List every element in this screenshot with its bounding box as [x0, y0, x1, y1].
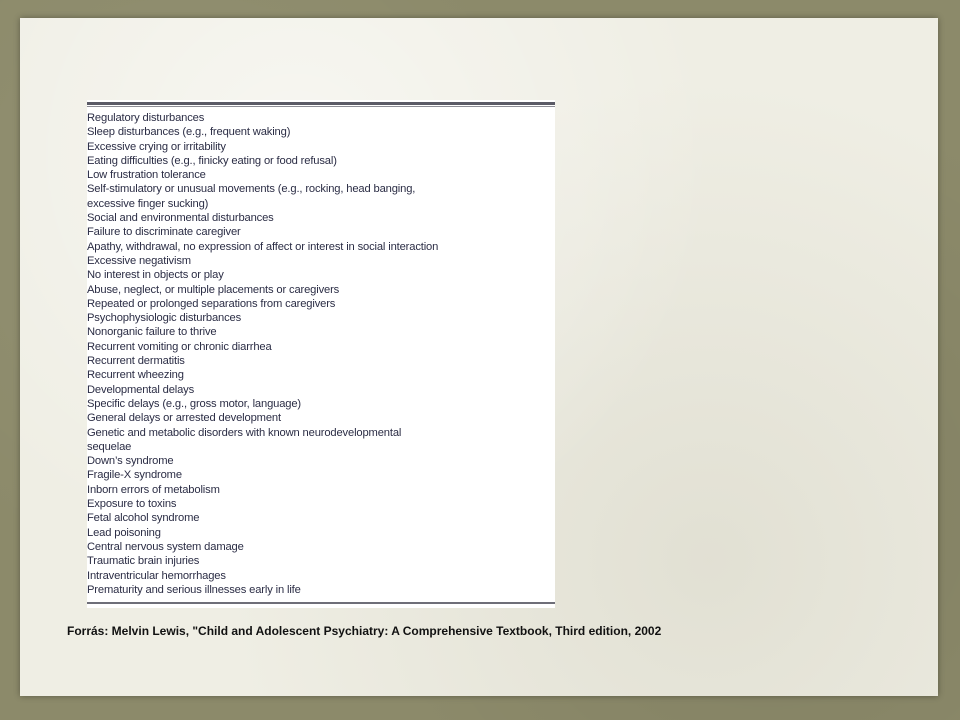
list-item: Abuse, neglect, or multiple placements or caregivers — [87, 283, 340, 296]
risk-factor-list — [87, 111, 555, 597]
list-item: Failure to discriminate caregiver — [87, 226, 241, 239]
slide-paper — [20, 18, 938, 696]
list-item: Down’s syndrome — [87, 455, 174, 468]
list-item-continuation: sequelae — [87, 440, 132, 453]
list-item: Apathy, withdrawal, no expression of affect or interest in social interaction — [87, 240, 439, 253]
source-citation: Forrás: Melvin Lewis, "Child and Adolescent Psychiatry: A Comprehensive Textbook, Third edition, 2002 — [67, 624, 662, 638]
category-heading: Prematurity and serious illnesses early in life — [87, 583, 301, 596]
list-item: Inborn errors of metabolism — [87, 483, 220, 496]
category-heading: Psychophysiologic disturbances — [87, 312, 242, 325]
list-item: Recurrent vomiting or chronic diarrhea — [87, 340, 272, 353]
category-heading: Central nervous system damage — [87, 540, 244, 553]
category-heading: Social and environmental disturbances — [87, 212, 274, 225]
list-item: General delays or arrested development — [87, 412, 281, 425]
table-top-rule — [87, 102, 555, 105]
list-item: Low frustration tolerance — [87, 169, 206, 182]
category-heading: Regulatory disturbances — [87, 112, 205, 124]
table-bottom-rule — [87, 602, 555, 604]
list-item: Nonorganic failure to thrive — [87, 326, 217, 339]
list-item: Excessive negativism — [87, 254, 191, 267]
list-item: Intraventricular hemorrhages — [87, 569, 226, 582]
list-item: Sleep disturbances (e.g., frequent waking) — [87, 126, 291, 139]
category-heading: Genetic and metabolic disorders with known neurodevelopmental — [87, 426, 402, 439]
risk-factor-table — [87, 100, 555, 608]
list-item: Traumatic brain injuries — [87, 555, 200, 568]
list-item: Lead poisoning — [87, 526, 161, 539]
category-heading: Developmental delays — [87, 383, 195, 396]
list-item: Recurrent dermatitis — [87, 355, 185, 368]
list-item: Specific delays (e.g., gross motor, language) — [87, 397, 302, 410]
list-item: Recurrent wheezing — [87, 369, 184, 382]
list-item: Fetal alcohol syndrome — [87, 512, 200, 525]
list-item: No interest in objects or play — [87, 269, 224, 282]
list-item: Repeated or prolonged separations from caregivers — [87, 297, 336, 310]
list-item: Self-stimulatory or unusual movements (e.g., rocking, head banging, — [87, 183, 416, 196]
list-item: Eating difficulties (e.g., finicky eating or food refusal) — [87, 154, 337, 167]
category-heading: Exposure to toxins — [87, 498, 177, 511]
list-item: Excessive crying or irritability — [87, 140, 226, 153]
list-item-continuation: excessive finger sucking) — [87, 197, 209, 210]
table-top-rule-thin — [87, 106, 555, 107]
list-item: Fragile-X syndrome — [87, 469, 182, 482]
